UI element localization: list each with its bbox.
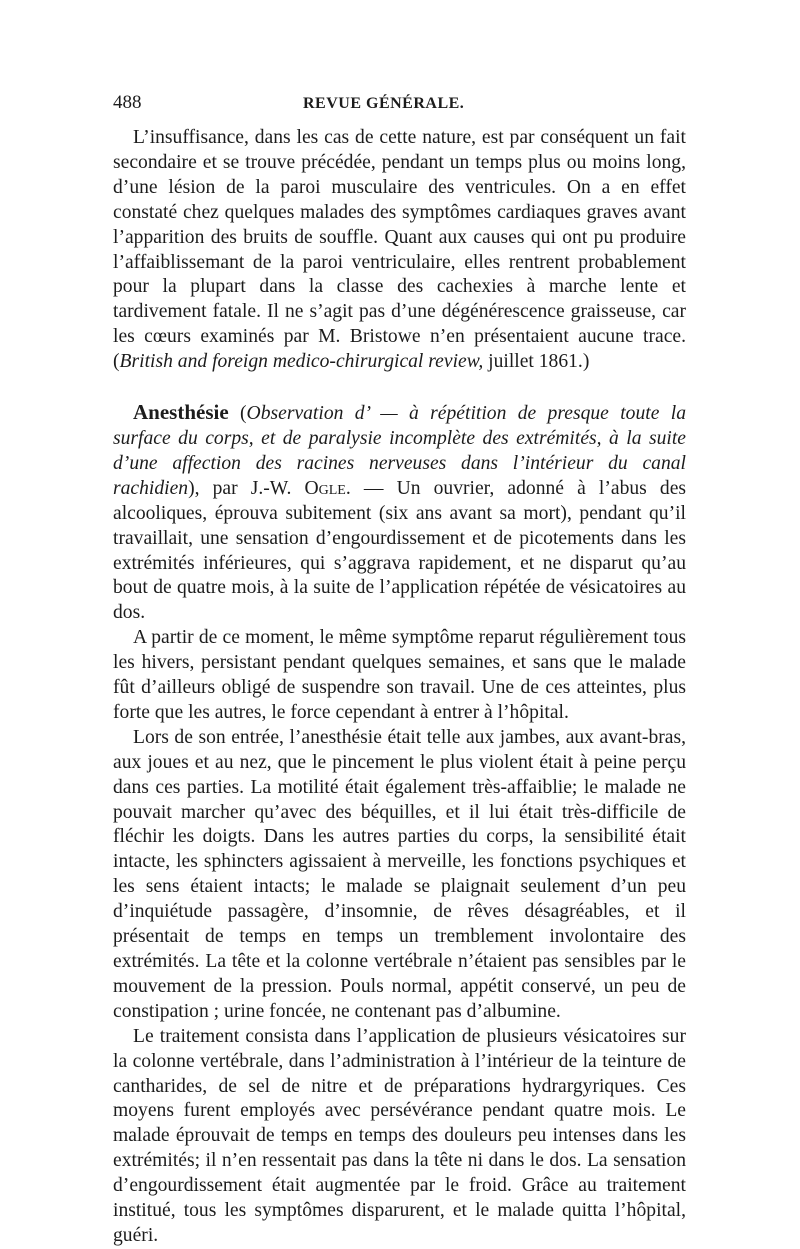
paragraph-entree: Lors de son entrée, l’anesthésie était telle aux jambes, aux avant-bras, aux joues et au nez, que le pincement le plus violent était à peine perçu dans ces parties. La motilité était également très-affaiblie; le malade ne pouvait marcher qu’avec des béquilles, et il lui était très-difficile de fléchir les doigts. Dans les autres parties du corps, la sensibilité était intacte, les sphincters agissaient à merveille, les fonctions psychiques et les sens étaient intacts; le malade se plaignait seulement d’un peu d’inquiétude passagère, d’insomnie, de rêves désagréables, et il présentait de temps en temps un tremblement involontaire des extrémités. La tête et la colonne vertébrale n’étaient pas sensibles par le mouvement de la pression. Pouls normal, appétit conservé, un peu de constipation ; urine foncée, ne contenant pas d’albumine.: [113, 726, 686, 1022]
article-author: Ogle: [304, 477, 346, 499]
running-head: [113, 92, 686, 126]
article-by: ), par J.-W.: [188, 477, 305, 499]
paragraph-anesthesie: [113, 400, 686, 626]
article-subtitle: Observation d’ — à répétition de presque toute la surface du corps, et de paralysie incomplète des extrémités, à la suite d’une affection des racines nerveuses dans l’intérieur du canal rachidien: [113, 403, 686, 499]
article-text: . — Un ouvrier, adonné à l’abus des alcooliques, éprouva subitement (six ans avant sa mort), pendant qu’il travaillait, une sensation d’engourdissement et de picotements dans les extrémités inférieures, qui s’aggrava rapidement, et ne disparut qu’au bout de quatre mois, à la suite de l’application répétée de vésicatoires au dos.: [113, 477, 687, 624]
page-number: 488: [113, 92, 142, 113]
paragraph-hivers: A partir de ce moment, le même symptôme reparut régulièrement tous les hivers, persistant pendant quelques semaines, et sans que le malade fût d’ailleurs obligé de suspendre son travail. Une de ces atteintes, plus forte que les autres, le force cependant à entrer à l’hôpital.: [113, 627, 686, 723]
paragraph-text: L’insuffisance, dans les cas de cette nature, est par conséquent un fait secondaire et se trouve précédée, pendant un temps plus ou moins long, d’une lésion de la paroi musculaire des ventricules. On a en effet constaté chez quelques malades des symptômes cardiaques graves avant l’apparition des bruits de souffle. Quant aux causes qui ont pu produire l’affaiblissemant de la paroi ventriculaire, elles rentrent probablement pour la plupart dans la classe des cachexies à marche lente et tardivement fatale. Il ne s’agit pas d’une dégénérescence graisseuse, car les cœurs examinés par M. Bristowe n’en présentaient aucune trace. (: [113, 127, 686, 373]
body-text: [113, 126, 686, 1249]
open-paren: (: [228, 403, 247, 425]
book-page: [113, 92, 686, 1249]
source-citation: British and foreign medico-chirurgical review,: [119, 351, 484, 373]
article-headword: Anesthésie: [133, 400, 229, 425]
paragraph-traitement: Le traitement consista dans l’application de plusieurs vésicatoires sur la colonne vertébrale, dans l’administration à l’intérieur de la teinture de cantharides, de sel de nitre et de préparations hydrargyriques. Ces moyens furent employés avec persévérance pendant quatre mois. Le malade éprouvait de temps en temps des douleurs peu intenses dans les extrémités; il n’en ressentait pas dans la tête ni dans le dos. La sensation d’engourdissement était augmentée par le froid. Grâce au traitement institué, tous les symptômes disparurent, et le malade quitta l’hôpital, guéri.: [113, 1025, 686, 1246]
paragraph-insuffisance: [113, 126, 686, 375]
source-date: juillet 1861.): [483, 351, 590, 373]
running-title: REVUE GÉNÉRALE.: [303, 95, 465, 112]
